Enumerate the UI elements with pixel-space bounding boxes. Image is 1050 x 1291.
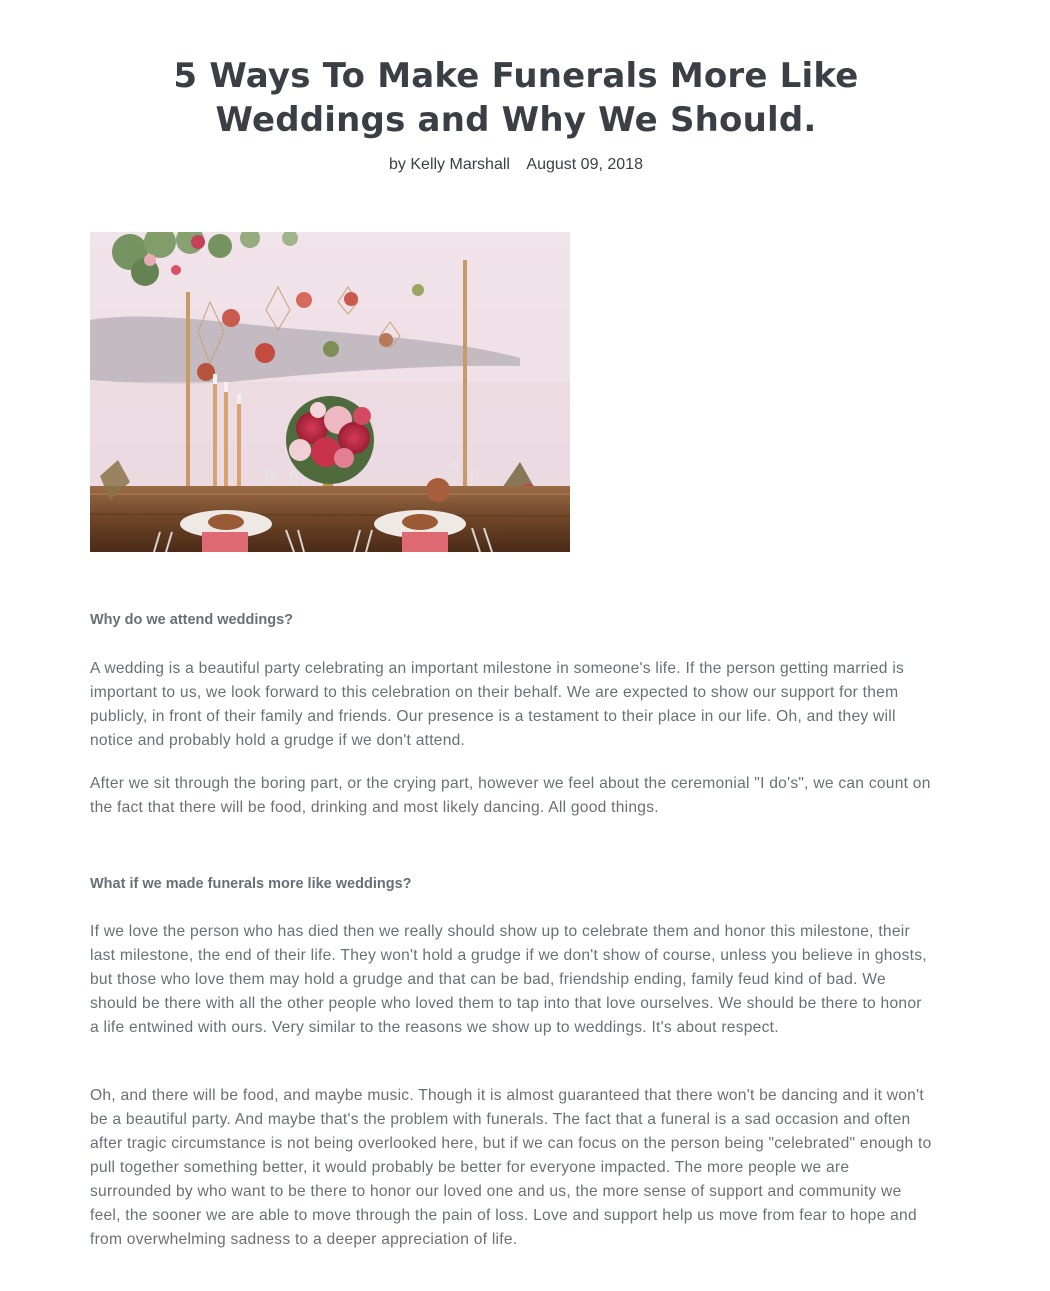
hero-image bbox=[90, 232, 570, 552]
paragraph: After we sit through the boring part, or the crying part, however we feel about the ceremonial "I do's", we can count on the fact that there will be food, drinking and most likely dancing. All good things. bbox=[90, 775, 931, 816]
author-byline: by Kelly Marshall bbox=[389, 156, 510, 173]
paragraph: If we love the person who has died then we really should show up to celebrate them and honor this milestone, their last milestone, the end of their life. They won't hold a grudge if we don't show of course, unless you believe in ghosts, but those who love them may hold a grudge and that can be bad, friendship ending, family feud kind of bad. We should be there with all the other people who loved them to tap into that love ourselves. We should be there to honor a life entwined with ours. Very similar to the reasons we show up to weddings. It's about respect. bbox=[90, 923, 927, 1036]
section-heading-funerals-like-weddings: What if we made funerals more like weddings? bbox=[90, 876, 412, 892]
article-meta bbox=[90, 154, 942, 176]
article-title: 5 Ways To Make Funerals More Like Weddings and Why We Should. bbox=[173, 56, 859, 140]
publish-date: August 09, 2018 bbox=[526, 156, 643, 173]
section-heading-why-attend: Why do we attend weddings? bbox=[90, 612, 293, 628]
paragraph: Oh, and there will be food, and maybe music. Though it is almost guaranteed that there won't be dancing and it won't be a beautiful party. And maybe that's the problem with funerals. The fact that a funeral is a sad occasion and often after tragic circumstance is not being overlooked here, but if we can focus on the person being "celebrated" enough to pull together something better, it would probably be better for everyone impacted. The more people we are surrounded by who want to be there to honor our loved one and us, the more sense of support and community we feel, the sooner we are able to move through the pain of loss. Love and support help us move from fear to hope and from overwhelming sadness to a deeper appreciation of life. bbox=[90, 1087, 932, 1248]
paragraph: A wedding is a beautiful party celebrating an important milestone in someone's life. If the person getting married is important to us, we look forward to this celebration on their behalf. We are expected to show our support for them publicly, in front of their family and friends. Our presence is a testament to their place in our life. Oh, and they will notice and probably hold a grudge if we don't attend. bbox=[90, 660, 905, 749]
